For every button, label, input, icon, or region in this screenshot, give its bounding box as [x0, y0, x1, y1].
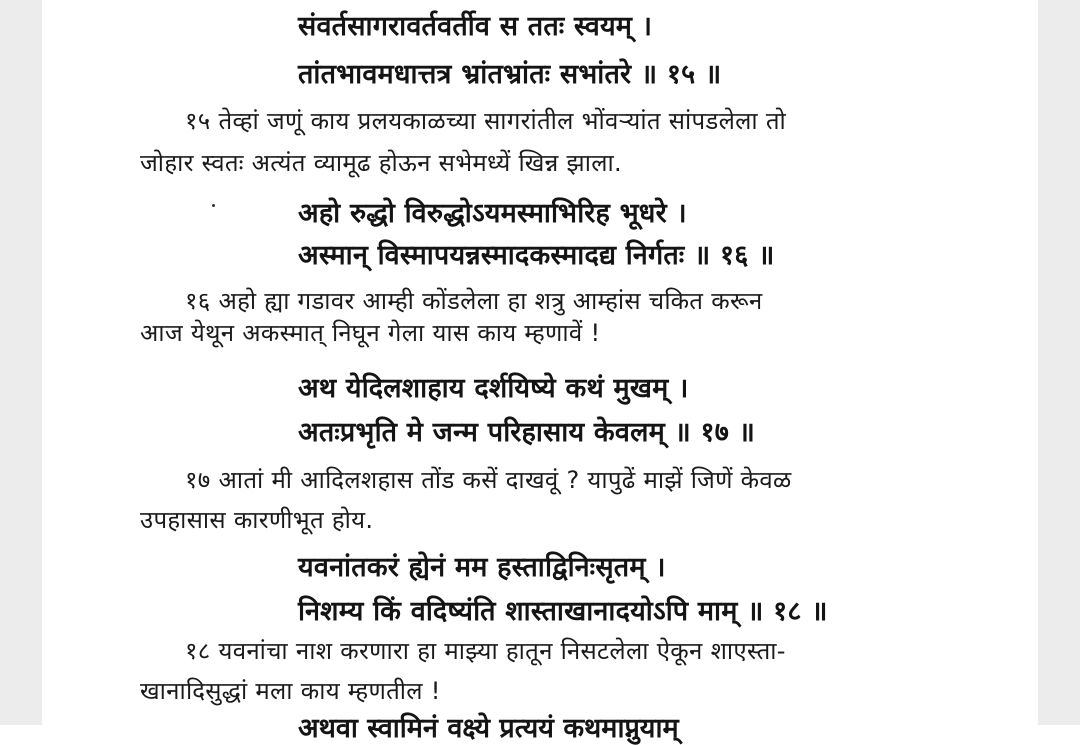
verse-16-line-2: अस्मान् विस्मापयन्नस्मादकस्मादद्य निर्गतः ॥ १६ ॥	[298, 240, 775, 271]
verse-15-line-1: संवर्तसागरावर्तवर्तीव स ततः स्वयम् ।	[298, 11, 653, 42]
translation-17-line-2: उपहासास कारणीभूत होय.	[140, 506, 374, 534]
page-margin-left	[0, 0, 42, 725]
translation-15-line-2: जोहार स्वतः अत्यंत व्यामूढ होऊन सभेमध्यें खिन्न झाला.	[140, 149, 622, 177]
cut-off-text: अथवा स्वामिनं वक्ष्ये प्रत्ययं कथमाप्नुयाम्	[298, 713, 679, 744]
translation-16-line-1: १६ अहो ह्या गडावर आम्ही कोंडलेला हा शत्रु आम्हांस चकित करून	[185, 287, 763, 315]
verse-17-line-1: अथ येदिलशाहाय दर्शयिष्ये कथं मुखम् ।	[298, 373, 689, 404]
verse-17-line-2: अतःप्रभृति मे जन्म परिहासाय केवलम् ॥ १७ ॥	[298, 417, 755, 448]
translation-17-line-1: १७ आतां मी आदिलशहास तोंड कसें दाखवूं ? यापुढें माझें जिणें केवळ	[185, 466, 792, 494]
verse-19-line-1-cut-off	[298, 708, 679, 744]
verse-16-line-1: अहो रुद्धो विरुद्धोऽयमस्माभिरिह भूधरे ।	[298, 198, 687, 229]
print-speck	[212, 204, 215, 207]
translation-15-line-1: १५ तेव्हां जणूं काय प्रलयकाळच्या सागरांतील भोंवऱ्यांत सांपडलेला तो	[185, 107, 787, 135]
page-margin-right	[1038, 0, 1080, 725]
scanned-page	[42, 0, 1038, 744]
verse-18-line-2: निशम्य किं वदिष्यंति शास्ताखानादयोऽपि माम् ॥ १८ ॥	[298, 596, 828, 627]
translation-18-line-1: १८ यवनांचा नाश करणारा हा माझ्या हातून निसटलेला ऐकून शाएस्ता-	[185, 637, 786, 665]
translation-18-line-2: खानादिसुद्धां मला काय म्हणतील !	[140, 677, 441, 705]
verse-15-line-2: तांतभावमधात्तत्र भ्रांतभ्रांतः सभांतरे ॥ १५ ॥	[298, 59, 722, 90]
verse-18-line-1: यवनांतकरं ह्येनं मम हस्ताद्विनिःसृतम् ।	[298, 552, 666, 583]
translation-16-line-2: आज येथून अकस्मात् निघून गेला यास काय म्हणावें !	[140, 319, 601, 347]
